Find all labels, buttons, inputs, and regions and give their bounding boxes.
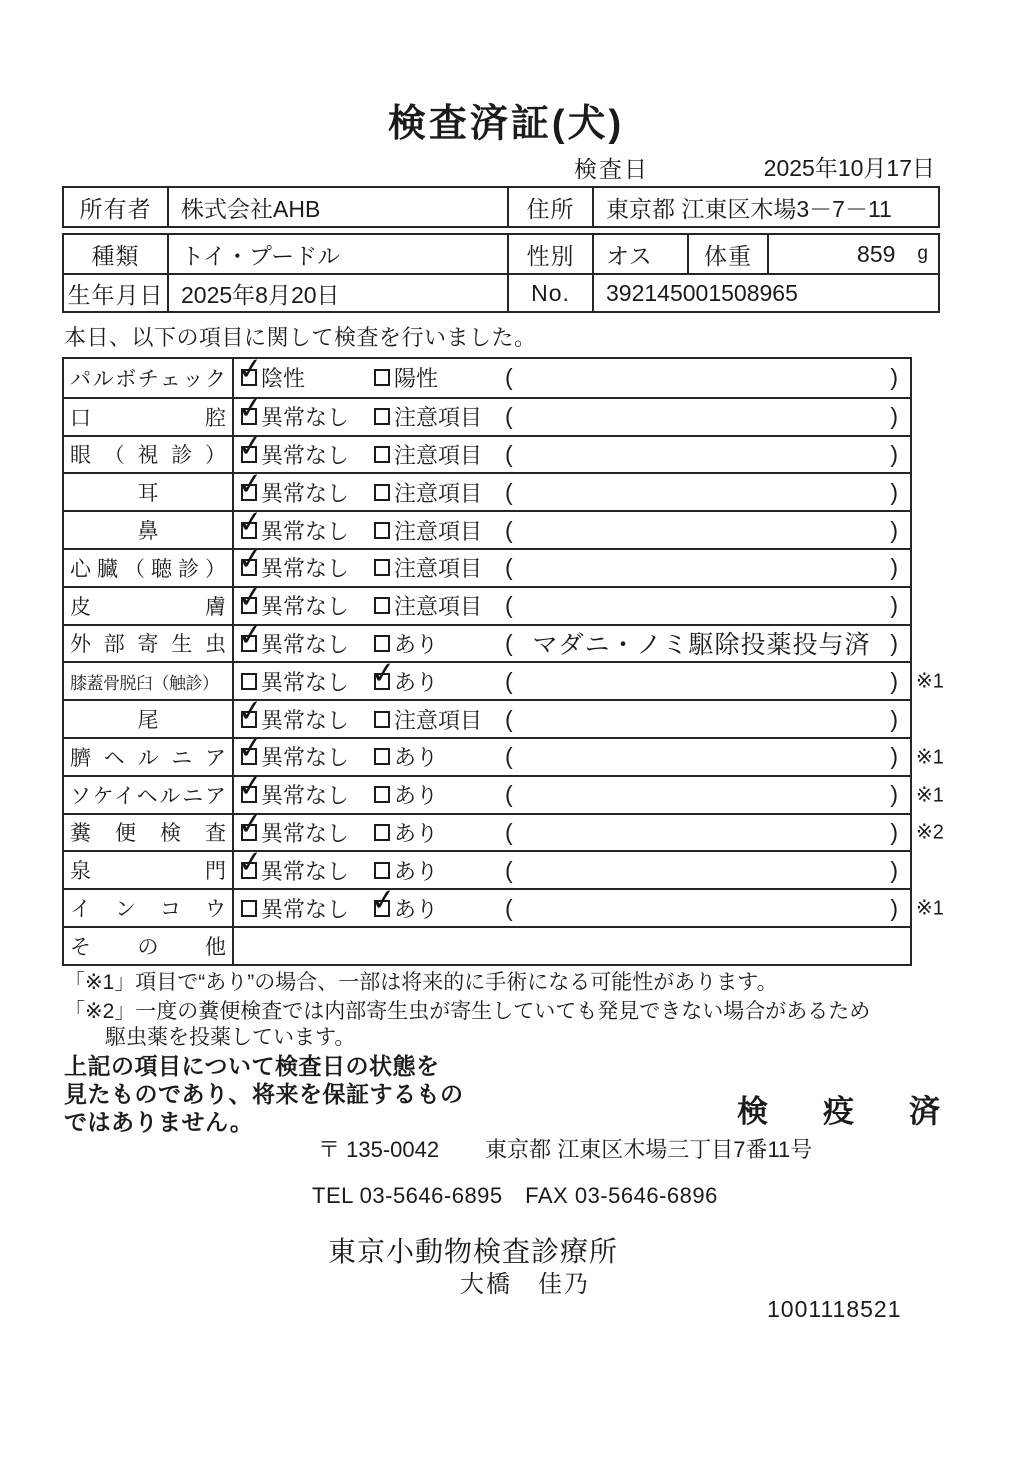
footnote-ref: ※2 [916,821,944,844]
checkmark-icon: ✓ [236,542,265,578]
clinic-address: 東京都 江東区木場三丁目7番11号 [485,1137,813,1162]
option-normal: ✓ 異常なし [236,844,350,884]
checklist-row-fontanelle [64,844,910,888]
weight-label: 体重 [687,235,767,273]
checklist-row-patella [64,655,944,699]
footnote-2-line1: 「※2」一度の糞便検査では内部寄生虫が寄生していても発見できない場合があるため [64,1000,871,1023]
document-title: 検査済証(犬) [387,103,625,145]
checkbox-icon [374,748,390,765]
option-normal: ✓ 異常なし [236,428,350,468]
checkmark-icon: ✓ [236,352,265,388]
item-label: 口腔 [64,399,234,435]
footnote-1: 「※1」項目で“あり”の場合、一部は将来的に手術になる可能性があります。 [64,971,778,994]
checkmark-icon: ✓ [236,768,265,805]
footnote-2-line2: 駆虫薬を投薬しています。 [105,1026,356,1049]
owner-table [62,186,940,228]
option-present: ✓ あり [369,655,439,695]
checklist-table [62,352,944,966]
option-caution: 注意項目 [374,588,482,624]
remarks-field: ( ) [505,403,898,430]
checkbox-icon [374,559,390,576]
checkbox-icon [369,655,398,691]
disclaimer-line: 見たものであり、将来を保証するもの [64,1081,464,1107]
checklist-row-parvo [64,352,910,397]
owner-value: 株式会社AHB [167,188,507,226]
sex-value: オス [592,235,687,273]
remarks-text: マダニ・ノミ駆除投薬投与済 [532,631,871,660]
remarks-field: ( ) [505,705,898,732]
option-caution: 注意項目 [374,550,482,586]
option-normal: ✓ 異常なし [236,617,350,657]
checkbox-icon [374,786,390,803]
checkmark-icon: ✓ [236,806,265,843]
item-label: その他 [64,928,234,964]
option-normal: ✓ 異常なし [236,806,350,846]
item-label: 眼（視診） [64,437,234,473]
option-normal: ✓ 異常なし [236,542,350,582]
sex-label: 性別 [507,235,592,273]
item-label: 心臓（聴診） [64,550,234,586]
option-caution: 注意項目 [374,437,482,473]
checklist-row-inguinal-hernia [64,768,944,813]
checklist-row-mouth [64,390,910,435]
checkbox-icon [374,446,390,463]
serial-number: 1001118521 [767,1296,902,1322]
id-number-label: No. [507,275,592,311]
remarks-field: ( ) [505,516,898,543]
checklist-row-nose [64,504,910,548]
owner-row [64,188,938,226]
remarks-field: ( ) [505,554,898,581]
item-label: 尾 [64,701,234,737]
option-negative: ✓ 陰性 [236,352,306,392]
option-normal: ✓ 異常なし [236,390,350,431]
checkmark-icon: ✓ [236,693,265,729]
checkbox-icon [374,824,390,841]
footnote-ref: ※1 [916,746,944,769]
remarks-field: ( ) [505,364,898,391]
checkbox-icon [236,466,265,503]
item-label: 外部寄生虫 [64,626,234,662]
checklist-row-eyes [64,428,910,473]
footnote-ref: ※1 [916,897,944,920]
checkbox-icon [236,428,265,465]
checkbox-icon [236,390,265,427]
breed-row [64,235,938,273]
checklist-row-tail [64,693,910,737]
option-normal: 異常なし [241,890,349,926]
option-caution: 注意項目 [374,474,482,510]
intro-text: 本日、以下の項目に関して検査を行いました。 [64,325,537,350]
owner-label: 所有者 [79,195,152,222]
checkbox-icon [236,806,265,843]
checklist-row-inkou [64,882,944,926]
address-value: 東京都 江東区木場3－7－11 [592,188,938,226]
item-label: 膝蓋骨脱臼（触診） [64,663,234,699]
item-label: 耳 [64,474,234,510]
item-label: ソケイヘルニア [64,777,234,813]
option-positive: 陽性 [374,359,438,397]
weight-value: 859 [857,240,896,267]
remarks-field: ( マダニ・ノミ駆除投薬投与済 ) [505,626,898,662]
weight-unit: g [917,243,928,264]
checkbox-icon [236,542,265,578]
item-label: 泉門 [64,852,234,888]
tel-fax-line: TEL 03-5646-6895 FAX 03-5646-6896 [312,1183,718,1208]
postal-code: 〒 135-0042 [318,1137,440,1162]
remarks-field: ( ) [505,478,898,505]
checkbox-icon [236,504,265,540]
checkmark-icon: ✓ [369,655,398,691]
birthdate-value: 2025年8月20日 [167,275,507,311]
checkbox-icon [236,768,265,805]
breed-label: 種類 [91,242,140,269]
option-normal: 異常なし [241,663,349,699]
breed-value: トイ・プードル [167,235,507,273]
examiner-name: 大橋 佳乃 [460,1271,590,1298]
option-present: あり [374,626,438,662]
item-label: インコウ [64,890,234,926]
address-label: 住所 [507,188,592,226]
checkmark-icon: ✓ [236,390,265,427]
inspection-date-label: 検査日 [574,156,649,182]
checklist-row-ectoparasites [64,617,910,662]
checkmark-icon: ✓ [236,579,265,616]
clinic-name: 東京小動物検査診療所 [328,1236,619,1267]
birth-row [64,273,938,311]
option-normal: ✓ 異常なし [236,579,350,620]
checkmark-icon: ✓ [236,731,265,767]
checkbox-icon [374,597,390,614]
checkbox-icon [241,673,257,690]
option-present: あり [374,777,438,813]
checkmark-icon: ✓ [369,882,398,918]
option-normal: ✓ 異常なし [236,504,350,544]
checkbox-icon [236,693,265,729]
checkbox-icon [236,579,265,616]
option-present: あり [374,815,438,851]
disclaimer-line: 上記の項目について検査日の状態を [64,1053,440,1079]
checklist-row-skin [64,579,910,624]
option-present: ✓ あり [369,882,439,922]
checkbox-icon [374,862,390,879]
remarks-field: ( ) [505,894,898,921]
checkbox-icon [374,635,390,652]
footnote-ref: ※1 [916,784,944,807]
option-present: あり [374,852,438,888]
remarks-field: ( ) [505,856,898,883]
weight-value-cell [767,235,938,273]
option-caution: 注意項目 [374,399,482,435]
item-label: 臍ヘルニア [64,739,234,775]
checklist-row-fecal-exam [64,806,944,851]
checkmark-icon: ✓ [236,428,265,465]
checkbox-icon [374,408,390,425]
option-normal: ✓ 異常なし [236,466,350,506]
checkbox-icon [241,900,257,917]
remarks-field: ( ) [505,592,898,619]
checklist-row-heart [64,542,910,586]
checklist-row-ears [64,466,910,510]
checkbox-icon [369,882,398,918]
checkbox-icon [236,844,265,880]
checklist-row-other [64,926,910,964]
disclaimer-text [64,1052,464,1136]
checkbox-icon [374,484,390,501]
clinic-postal-line [318,1133,812,1164]
option-present: あり [374,739,438,775]
checklist-row-umbilical-hernia [64,731,944,775]
remarks-field: ( ) [505,667,898,694]
item-label: 皮膚 [64,588,234,624]
birthdate-label: 生年月日 [67,281,164,308]
option-caution: 注意項目 [374,701,482,737]
item-label: 糞便検査 [64,815,234,851]
checkmark-icon: ✓ [236,504,265,540]
footnote-ref: ※1 [916,670,944,693]
option-normal: ✓ 異常なし [236,693,350,733]
item-label: パルボチェック [64,359,234,397]
checkmark-icon: ✓ [236,844,265,880]
pet-table [62,233,940,313]
disclaimer-line: ではありません。 [64,1109,254,1135]
item-label: 鼻 [64,512,234,548]
option-normal: ✓ 異常なし [236,768,350,809]
inspection-date-value: 2025年10月17日 [763,155,935,181]
checkmark-icon: ✓ [236,617,265,654]
id-number-value: 392145001508965 [592,275,938,311]
remarks-field: ( ) [505,440,898,467]
checkbox-icon [236,617,265,654]
quarantine-stamp: 検 疫 済 [737,1094,952,1129]
checkbox-icon [236,731,265,767]
checkbox-icon [374,369,390,386]
option-normal: ✓ 異常なし [236,731,350,771]
remarks-field: ( ) [505,818,898,845]
checkbox-icon [374,711,390,728]
option-caution: 注意項目 [374,512,482,548]
checkmark-icon: ✓ [236,466,265,503]
remarks-field: ( ) [505,743,898,770]
checkbox-icon [374,522,390,539]
remarks-field: ( ) [505,781,898,808]
checkbox-icon [236,352,265,388]
other-empty-field [234,928,910,964]
